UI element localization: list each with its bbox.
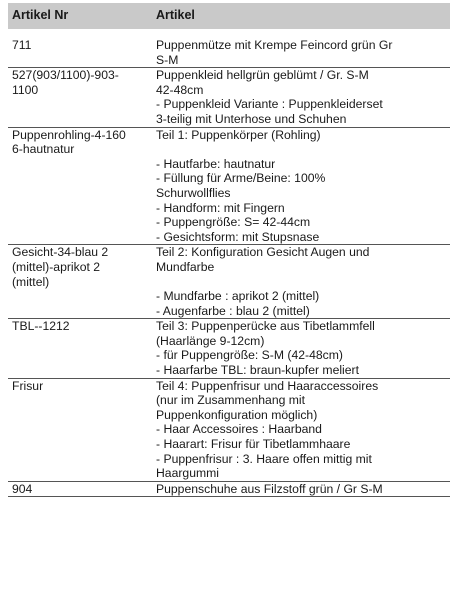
description-line: - für Puppengröße: S-M (42-48cm) [156,348,343,363]
description-line: - Füllung für Arme/Beine: 100% [156,171,326,186]
article-number-line: TBL--1212 [12,319,70,334]
description-line: (Haarlänge 9-12cm) [156,333,265,348]
article-description-cell [152,29,450,68]
description-line: 42-48cm [156,82,204,97]
article-number-cell [8,319,152,378]
description-line: - Haarfarbe TBL: braun-kupfer meliert [156,363,359,378]
table-header [8,3,450,29]
article-number-cell [8,481,152,497]
article-description-cell [152,245,450,319]
article-number-line: Puppenrohling-4-160 [12,127,126,142]
description-line: - Haar Accessoires : Haarband [156,422,322,437]
article-number-line: (mittel) [12,274,50,289]
description-line: Puppenkonfiguration möglich) [156,407,318,422]
article-number-line: 904 [12,481,33,496]
articles-table [8,3,450,497]
column-header-article-number: Artikel Nr [8,3,152,29]
description-line: Teil 1: Puppenkörper (Rohling) [156,127,321,142]
description-line: - Handform: mit Fingern [156,200,285,215]
description-line: - Puppenfrisur : 3. Haare offen mittig mit [156,451,372,466]
article-number-line: (mittel)-aprikot 2 [12,259,101,274]
description-line: - Gesichtsform: mit Stupsnase [156,229,320,244]
article-number-line: 527(903/1100)-903- [12,68,119,83]
description-line: Teil 2: Konfiguration Gesicht Augen und [156,245,370,260]
description-line: - Haarart: Frisur für Tibetlammhaare [156,437,351,452]
article-number-cell [8,68,152,127]
article-number-cell [8,378,152,481]
table-row [8,481,450,497]
article-number-line: Gesicht-34-blau 2 [12,245,109,260]
description-line: Schurwollflies [156,185,231,200]
description-line: Teil 4: Puppenfrisur und Haaraccessoires [156,378,379,393]
article-number-line: 1100 [12,82,39,97]
column-header-article: Artikel [152,3,450,29]
article-number-cell [8,29,152,68]
article-description-cell [152,481,450,497]
blank-line [156,142,446,157]
article-description-cell [152,127,450,245]
article-description-cell [152,68,450,127]
description-line: Puppenmütze mit Krempe Feincord grün Gr [156,38,393,52]
table-row [8,29,450,68]
article-number-line: 6-hautnatur [12,142,75,157]
header-row [8,3,450,29]
description-line: Teil 3: Puppenperücke aus Tibetlammfell [156,319,375,334]
article-description-cell [152,378,450,481]
table-row [8,319,450,378]
table-row [8,68,450,127]
description-line: - Augenfarbe : blau 2 (mittel) [156,303,310,318]
blank-line [156,275,446,290]
description-line: Puppenschuhe aus Filzstoff grün / Gr S-M [156,481,383,496]
table-row [8,245,450,319]
article-number-cell [8,127,152,245]
description-line: - Puppengröße: S= 42-44cm [156,215,311,230]
description-line: - Hautfarbe: hautnatur [156,156,276,171]
description-line: S-M [156,52,179,67]
article-number-cell [8,245,152,319]
description-line: Haargummi [156,466,219,481]
description-line: - Puppenkleid Variante : Puppenkleiderset [156,97,383,112]
description-line: - Mundfarbe : aprikot 2 (mittel) [156,289,320,304]
article-number-line: 711 [12,38,32,52]
description-line: (nur im Zusammenhang mit [156,393,306,408]
description-line: 3-teilig mit Unterhose und Schuhen [156,111,347,126]
table-row [8,378,450,481]
article-description-cell [152,319,450,378]
description-line: Puppenkleid hellgrün geblümt / Gr. S-M [156,68,369,83]
article-number-line: Frisur [12,378,44,393]
table-row [8,127,450,245]
description-line: Mundfarbe [156,259,215,274]
